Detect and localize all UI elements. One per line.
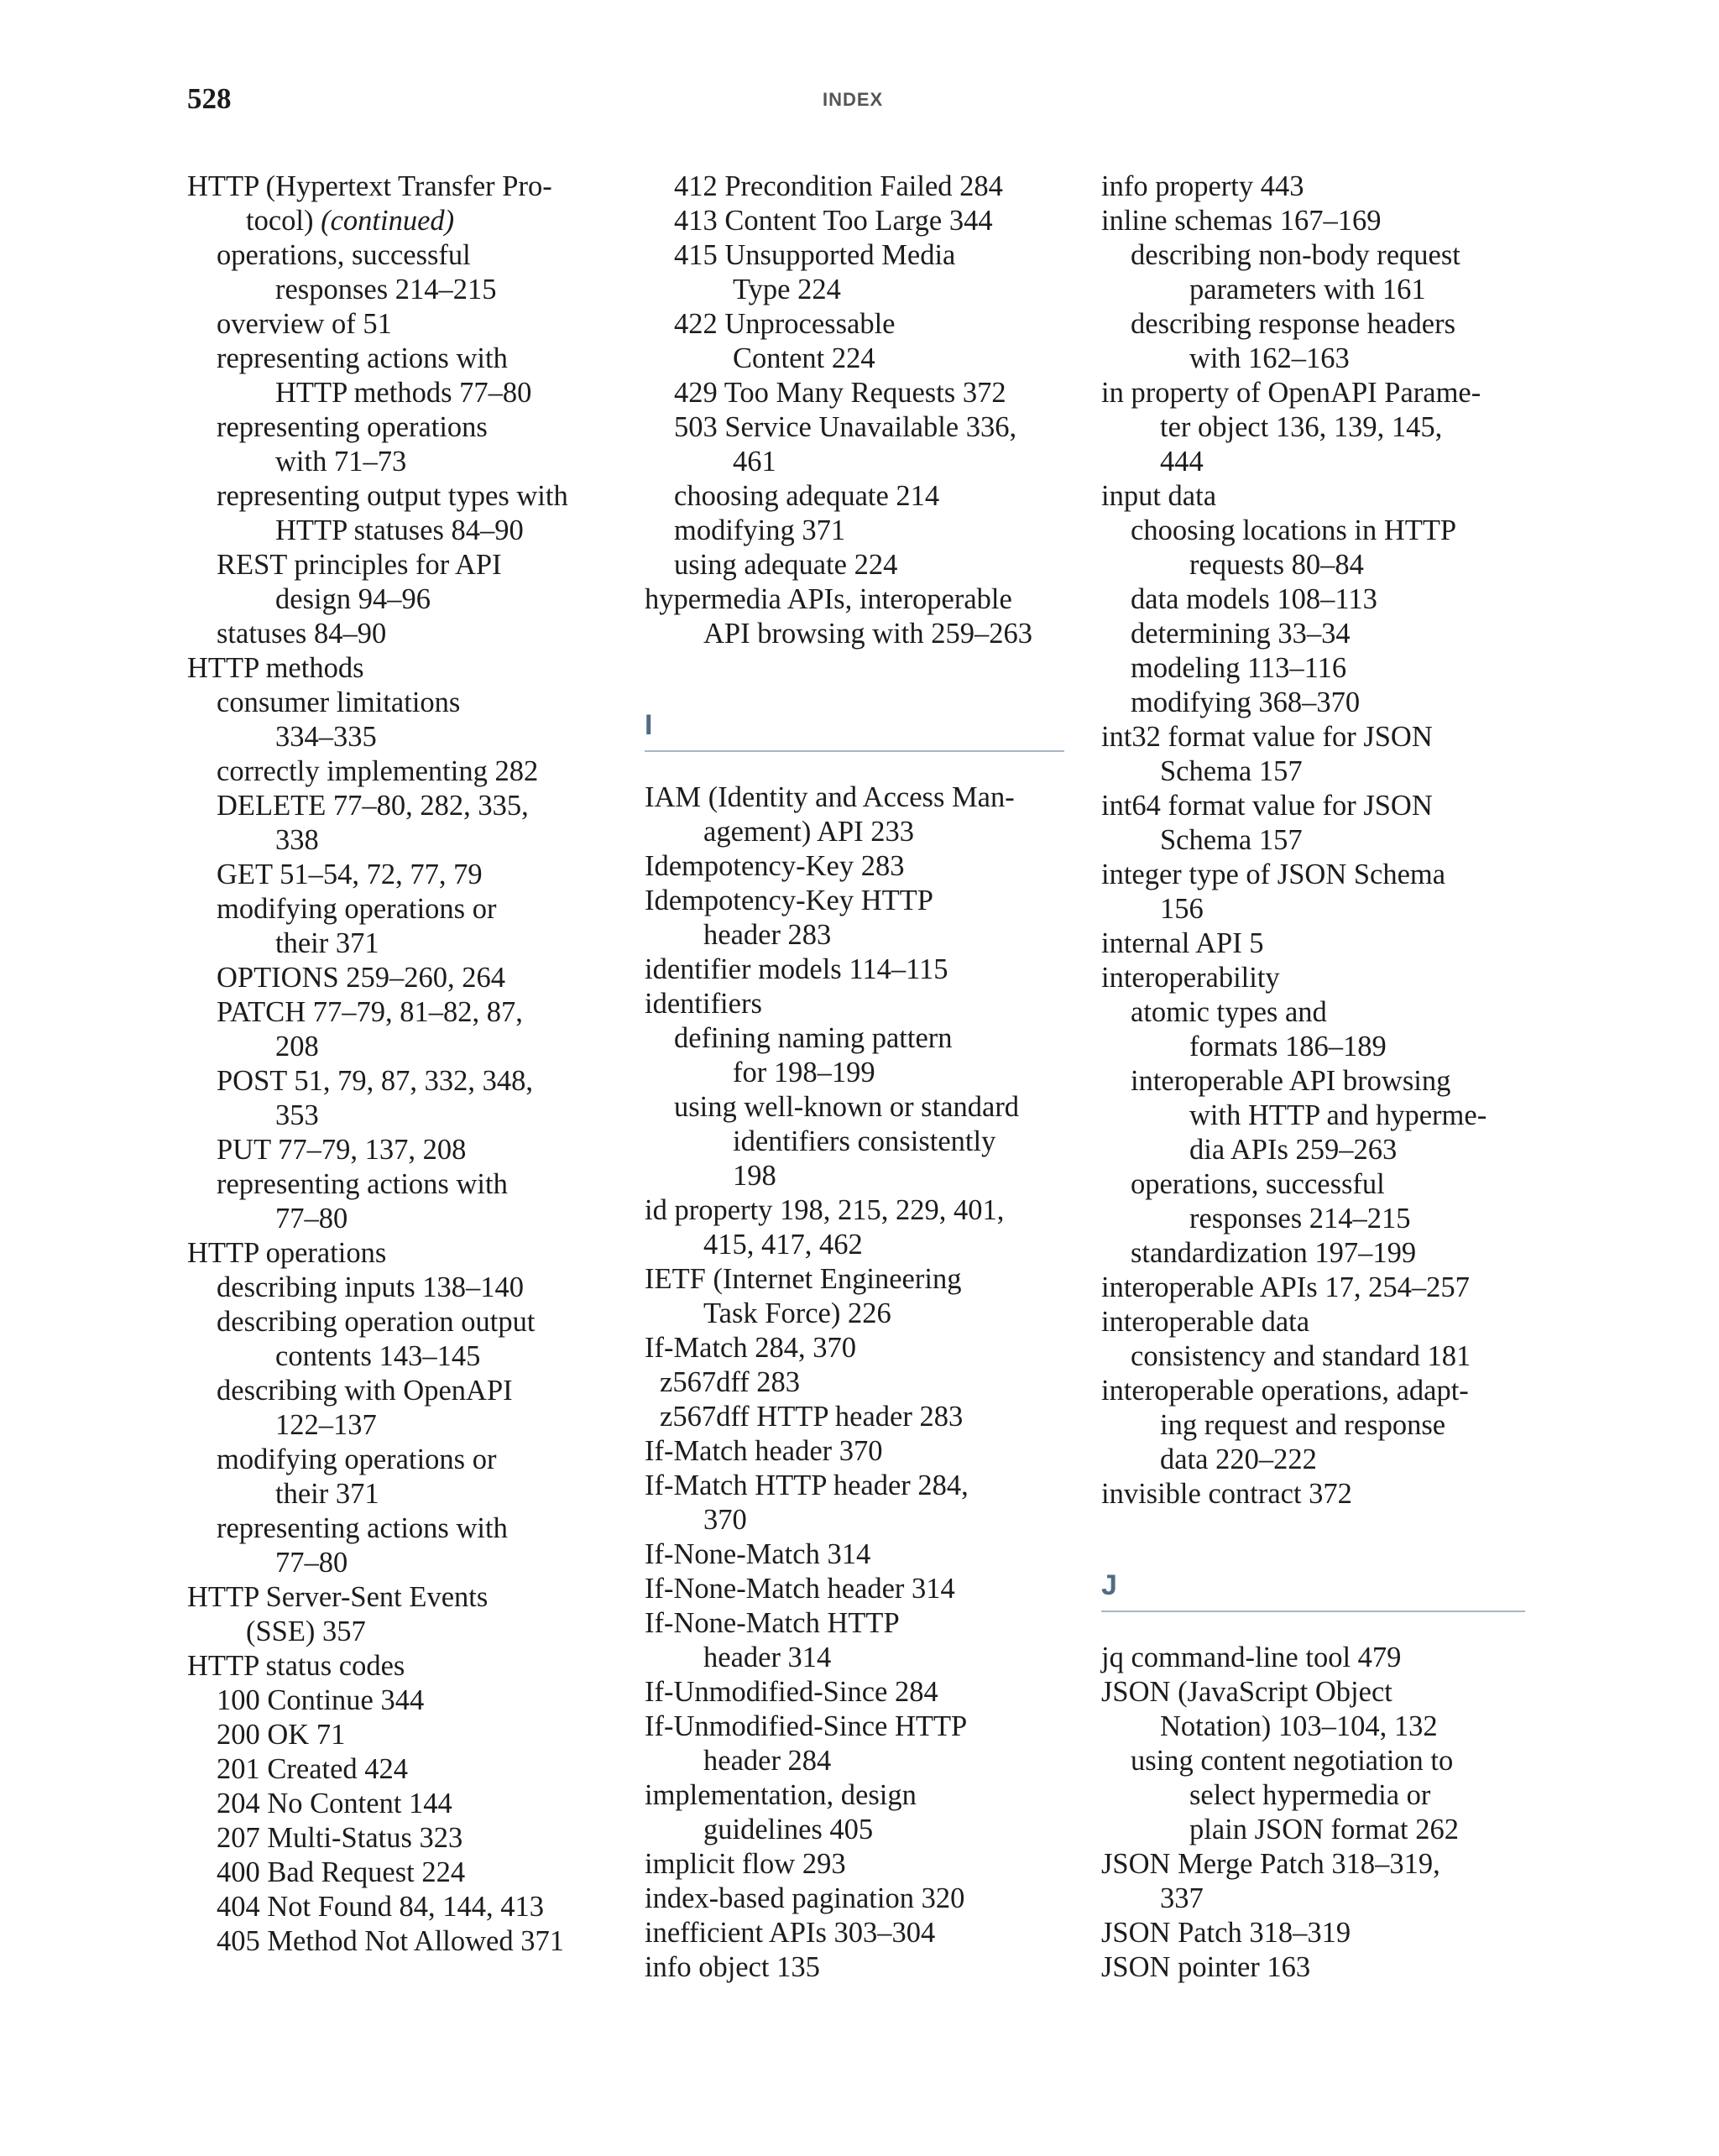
- index-entry-line: 429 Too Many Requests 372: [674, 377, 1006, 409]
- index-entry-line: z567dff 283: [660, 1366, 801, 1398]
- index-subentry: [645, 514, 1064, 548]
- index-entry-line: If-Unmodified-Since 284: [645, 1676, 938, 1708]
- index-subentry: [187, 342, 624, 410]
- index-entry-line: HTTP methods 77–80: [275, 377, 532, 409]
- index-subentry: [187, 961, 624, 995]
- index-entry-line: agement) API 233: [703, 816, 915, 848]
- index-entry-line: OPTIONS 259–260, 264: [217, 962, 506, 994]
- index-entry: [1101, 720, 1538, 789]
- index-entry-line: determining 33–34: [1131, 618, 1351, 650]
- index-entry-line: interoperability: [1101, 962, 1280, 994]
- index-entry-line: 77–80: [275, 1203, 348, 1235]
- index-entry-line: responses 214–215: [275, 274, 497, 305]
- index-entry-line: operations, successful: [217, 239, 471, 271]
- index-entry-line: DELETE 77–80, 282, 335,: [217, 790, 529, 822]
- index-entry-line: describing operation output: [217, 1306, 536, 1338]
- index-entry-line: 422 Unprocessable: [674, 308, 896, 340]
- section-letter-j: J: [1101, 1569, 1117, 1601]
- index-entry-line: 404 Not Found 84, 144, 413: [217, 1891, 545, 1923]
- index-entry-line: 415, 417, 462: [703, 1229, 863, 1261]
- index-subentry: [187, 686, 624, 754]
- index-subentry: [1101, 686, 1538, 720]
- index-entry: [645, 1675, 1064, 1710]
- index-entry-line: (SSE) 357: [246, 1616, 366, 1647]
- index-entry-line: 405 Method Not Allowed 371: [217, 1925, 564, 1957]
- index-subentry: [187, 1511, 624, 1580]
- index-entry-line: HTTP status codes: [187, 1650, 405, 1682]
- index-entry-line: 122–137: [275, 1409, 377, 1441]
- index-entry-line: describing with OpenAPI: [217, 1375, 513, 1407]
- index-entry: [645, 1572, 1064, 1606]
- index-column-3: [1101, 170, 1538, 1985]
- index-entry-line: implicit flow 293: [645, 1848, 846, 1880]
- index-entry-line: z567dff HTTP header 283: [660, 1401, 964, 1433]
- index-entry-line: ter object 136, 139, 145,: [1160, 411, 1443, 443]
- index-entry-line: identifiers: [645, 988, 762, 1020]
- index-subentry: [645, 170, 1064, 204]
- index-entry: [1101, 961, 1538, 995]
- index-entry-line: overview of 51: [217, 308, 392, 340]
- index-entry-line: internal API 5: [1101, 927, 1264, 959]
- section-rule: [645, 750, 1064, 752]
- index-entry-line: HTTP statuses 84–90: [275, 514, 524, 546]
- index-subentry: [187, 995, 624, 1064]
- index-entry-line: POST 51, 79, 87, 332, 348,: [217, 1065, 533, 1097]
- index-entry: [1101, 170, 1538, 204]
- index-entry-line: 444: [1160, 446, 1204, 478]
- index-entry: [645, 1710, 1064, 1778]
- index-entry-line: 201 Created 424: [217, 1753, 409, 1785]
- index-entry-line: parameters with 161: [1189, 274, 1426, 305]
- index-entry-line: int64 format value for JSON: [1101, 790, 1433, 822]
- index-entry-line: their 371: [275, 927, 379, 959]
- index-entry-line: If-Unmodified-Since HTTP: [645, 1710, 968, 1742]
- index-entry-line: HTTP Server-Sent Events: [187, 1581, 489, 1613]
- index-entry-line: If-Match HTTP header 284,: [645, 1470, 969, 1501]
- index-entry-line: identifier models 114–115: [645, 953, 948, 985]
- index-subentry: [187, 479, 624, 548]
- index-entry: [645, 1434, 1064, 1469]
- page-number: 528: [187, 82, 232, 115]
- index-subentry: [187, 548, 624, 617]
- index-entry-line: id property 198, 215, 229, 401,: [645, 1194, 1005, 1226]
- index-entry: [187, 170, 624, 238]
- index-entry: [1101, 858, 1538, 927]
- index-entry: [1101, 1477, 1538, 1511]
- index-subentry: [187, 1856, 624, 1890]
- index-entry-line: 461: [733, 446, 776, 478]
- index-entry-line: 156: [1160, 893, 1204, 925]
- index-entry-line: GET 51–54, 72, 77, 79: [217, 859, 483, 890]
- index-entry-line: atomic types and: [1131, 996, 1327, 1028]
- index-subentry: [1101, 307, 1538, 376]
- index-entry-line: 370: [703, 1504, 747, 1536]
- index-entry-line: Idempotency-Key HTTP: [645, 885, 933, 916]
- index-entry-line: representing operations: [217, 411, 488, 443]
- index-entry-line: guidelines 405: [703, 1814, 874, 1845]
- index-entry: [187, 1649, 624, 1684]
- index-entry-line: 415 Unsupported Media: [674, 239, 956, 271]
- index-subentry: [645, 410, 1064, 479]
- index-entry: [187, 1580, 624, 1649]
- index-subentry: [1101, 514, 1538, 582]
- index-entry-line: JSON Merge Patch 318–319,: [1101, 1848, 1440, 1880]
- index-subentry: [187, 1752, 624, 1787]
- index-entry-line: If-Match header 370: [645, 1435, 883, 1467]
- index-entry: [1101, 927, 1538, 961]
- index-entry-line: If-None-Match HTTP: [645, 1607, 900, 1639]
- index-entry-line: in property of OpenAPI Parame-: [1101, 377, 1481, 409]
- index-entry-line: with 162–163: [1189, 342, 1350, 374]
- index-entry-line: modifying 368–370: [1131, 686, 1361, 718]
- index-entry: [645, 1331, 1064, 1365]
- index-subentry: [645, 1021, 1064, 1090]
- index-entry-line: describing inputs 138–140: [217, 1271, 525, 1303]
- index-entry-line: inline schemas 167–169: [1101, 205, 1382, 237]
- index-entry: [645, 1882, 1064, 1916]
- index-entry-line: with 71–73: [275, 446, 407, 478]
- index-subentry: [645, 1400, 1064, 1434]
- index-entry: [1101, 789, 1538, 858]
- index-entry: [645, 1193, 1064, 1262]
- index-entry-line: with HTTP and hyperme-: [1189, 1099, 1487, 1131]
- index-entry: [1101, 479, 1538, 514]
- section-letter-i: I: [645, 709, 653, 741]
- index-subentry: [187, 1821, 624, 1856]
- index-entry: [645, 1469, 1064, 1537]
- index-entry: [1101, 1641, 1538, 1675]
- index-entry-line: Schema 157: [1160, 824, 1303, 856]
- index-entry: [645, 582, 1064, 651]
- index-entry: [187, 651, 624, 686]
- index-entry-line: HTTP (Hypertext Transfer Pro-: [187, 170, 552, 202]
- index-entry-line: representing actions with: [217, 1168, 508, 1200]
- index-entry-line: Idempotency-Key 283: [645, 850, 905, 882]
- index-entry-line: 200 OK 71: [217, 1719, 346, 1751]
- index-entry-line: modifying operations or: [217, 1443, 497, 1475]
- index-entry-line: input data: [1101, 480, 1217, 512]
- index-subentry: [645, 1365, 1064, 1400]
- index-entry-line: choosing locations in HTTP: [1131, 514, 1457, 546]
- index-entry: [1101, 1374, 1538, 1477]
- index-entry-line: int32 format value for JSON: [1101, 721, 1433, 753]
- index-entry: [1101, 1950, 1538, 1985]
- index-entry-line: dia APIs 259–263: [1189, 1134, 1398, 1166]
- index-entry-line: PUT 77–79, 137, 208: [217, 1134, 467, 1166]
- index-entry-line: 503 Service Unavailable 336,: [674, 411, 1017, 443]
- index-entry-line: 400 Bad Request 224: [217, 1856, 466, 1888]
- index-subentry: [645, 479, 1064, 514]
- index-entry-line: HTTP operations: [187, 1237, 387, 1269]
- index-subentry: [1101, 1064, 1538, 1167]
- index-subentry: [187, 1167, 624, 1236]
- index-entry-line: representing actions with: [217, 342, 508, 374]
- index-entry-line: representing actions with: [217, 1512, 508, 1544]
- index-entry-line: data 220–222: [1160, 1443, 1317, 1475]
- index-entry-line: their 371: [275, 1478, 379, 1510]
- index-subentry: [1101, 995, 1538, 1064]
- index-entry-line: design 94–96: [275, 583, 431, 615]
- index-entry-line: JSON pointer 163: [1101, 1951, 1311, 1983]
- index-entry-line: correctly implementing 282: [217, 755, 539, 787]
- index-subentry: [187, 754, 624, 789]
- index-column-1: [187, 170, 624, 1959]
- index-entry-line: consumer limitations: [217, 686, 461, 718]
- index-entry: [1101, 376, 1538, 479]
- index-column-2: [645, 170, 1064, 1985]
- index-entry-line: API browsing with 259–263: [703, 618, 1032, 650]
- index-entry: [645, 987, 1064, 1021]
- index-entry-line: interoperable data: [1101, 1306, 1310, 1338]
- index-entry-line: Notation) 103–104, 132: [1160, 1710, 1438, 1742]
- index-subentry: [1101, 1744, 1538, 1847]
- index-entry-line: invisible contract 372: [1101, 1478, 1352, 1510]
- index-entry-line: interoperable operations, adapt-: [1101, 1375, 1469, 1407]
- index-subentry: [187, 238, 624, 307]
- index-entry-line: statuses 84–90: [217, 618, 387, 650]
- index-entry-line: Content 224: [733, 342, 875, 374]
- index-entry-line: 208: [275, 1031, 319, 1062]
- index-entry-line: ing request and response: [1160, 1409, 1446, 1441]
- index-entry: [645, 1606, 1064, 1675]
- index-entry-line: Type 224: [733, 274, 841, 305]
- index-entry: [645, 1847, 1064, 1882]
- index-entry-line: Schema 157: [1160, 755, 1303, 787]
- index-entry-line: describing non-body request: [1131, 239, 1460, 271]
- running-head: INDEX: [823, 89, 884, 110]
- index-entry-line: requests 80–84: [1189, 549, 1364, 581]
- index-entry-line: using adequate 224: [674, 549, 898, 581]
- index-subentry: [187, 1374, 624, 1443]
- index-entry-line: 334–335: [275, 721, 377, 753]
- index-subentry: [187, 1890, 624, 1924]
- index-entry-line: If-Match 284, 370: [645, 1332, 856, 1364]
- index-entry-line: info object 135: [645, 1951, 820, 1983]
- index-entry-line: modifying 371: [674, 514, 846, 546]
- continued-note: (continued): [321, 205, 455, 237]
- index-entry-line: tocol) (continued): [246, 205, 455, 237]
- index-entry-line: describing response headers: [1131, 308, 1456, 340]
- index-entry-line: modeling 113–116: [1131, 652, 1347, 684]
- index-entry-line: data models 108–113: [1131, 583, 1377, 615]
- index-entry: [1101, 204, 1538, 238]
- index-entry-line: 207 Multi-Status 323: [217, 1822, 463, 1854]
- index-entry-line: select hypermedia or: [1189, 1779, 1431, 1811]
- index-subentry: [187, 1684, 624, 1718]
- index-subentry: [1101, 651, 1538, 686]
- index-subentry: [645, 548, 1064, 582]
- index-subentry: [187, 1718, 624, 1752]
- index-subentry: [187, 307, 624, 342]
- index-entry-line: If-None-Match 314: [645, 1538, 871, 1570]
- index-entry-line: choosing adequate 214: [674, 480, 940, 512]
- index-subentry: [645, 204, 1064, 238]
- index-entry-line: header 283: [703, 919, 832, 951]
- index-entry-line: modifying operations or: [217, 893, 497, 925]
- index-subentry: [1101, 1167, 1538, 1236]
- index-entry-line: responses 214–215: [1189, 1203, 1411, 1235]
- index-entry-line: IAM (Identity and Access Man-: [645, 781, 1015, 813]
- index-entry-line: 198: [733, 1160, 776, 1192]
- index-subentry: [645, 238, 1064, 307]
- index-subentry: [187, 617, 624, 651]
- index-entry-line: plain JSON format 262: [1189, 1814, 1460, 1845]
- index-subentry: [187, 1443, 624, 1511]
- index-entry-line: Task Force) 226: [703, 1297, 891, 1329]
- index-entry-line: If-None-Match header 314: [645, 1573, 955, 1605]
- index-entry-line: jq command-line tool 479: [1101, 1642, 1402, 1673]
- index-subentry: [645, 307, 1064, 376]
- index-entry-line: 204 No Content 144: [217, 1788, 452, 1819]
- index-entry-line: 338: [275, 824, 319, 856]
- index-entry-line: hypermedia APIs, interoperable: [645, 583, 1012, 615]
- index-entry: [645, 1262, 1064, 1331]
- index-entry-line: interoperable APIs 17, 254–257: [1101, 1271, 1470, 1303]
- index-entry-line: JSON (JavaScript Object: [1101, 1676, 1392, 1708]
- index-entry-line: integer type of JSON Schema: [1101, 859, 1446, 890]
- index-entry: [645, 953, 1064, 987]
- index-entry: [1101, 1916, 1538, 1950]
- index-entry-line: 100 Continue 344: [217, 1684, 425, 1716]
- index-entry-line: using well-known or standard: [674, 1091, 1020, 1123]
- index-entry: [1101, 1305, 1538, 1339]
- index-entry-line: standardization 197–199: [1131, 1237, 1417, 1269]
- index-entry-line: header 284: [703, 1745, 832, 1777]
- index-entry-line: representing output types with: [217, 480, 568, 512]
- index-subentry: [187, 1133, 624, 1167]
- index-entry-line: defining naming pattern: [674, 1022, 953, 1054]
- index-entry-line: contents 143–145: [275, 1340, 481, 1372]
- index-entry-line: info property 443: [1101, 170, 1304, 202]
- index-entry-line: implementation, design: [645, 1779, 917, 1811]
- index-subentry: [187, 1924, 624, 1959]
- index-entry-line: IETF (Internet Engineering: [645, 1263, 962, 1295]
- index-entry-line: inefficient APIs 303–304: [645, 1917, 936, 1949]
- index-entry-line: 412 Precondition Failed 284: [674, 170, 1003, 202]
- index-entry: [1101, 1675, 1538, 1744]
- index-entry-line: 353: [275, 1099, 319, 1131]
- index-entry: [645, 849, 1064, 884]
- index-entry: [1101, 1847, 1538, 1916]
- index-subentry: [187, 1305, 624, 1374]
- index-entry-line: using content negotiation to: [1131, 1745, 1454, 1777]
- index-entry-line: 413 Content Too Large 344: [674, 205, 993, 237]
- index-subentry: [187, 858, 624, 892]
- index-entry-line: operations, successful: [1131, 1168, 1385, 1200]
- index-entry-line: 77–80: [275, 1547, 348, 1579]
- index-entry: [645, 884, 1064, 953]
- index-entry: [645, 780, 1064, 849]
- index-entry-line: for 198–199: [733, 1057, 875, 1088]
- index-entry-line: 337: [1160, 1882, 1204, 1914]
- index-subentry: [1101, 1339, 1538, 1374]
- index-subentry: [187, 1787, 624, 1821]
- index-subentry: [645, 376, 1064, 410]
- index-subentry: [187, 1271, 624, 1305]
- index-entry-line: JSON Patch 318–319: [1101, 1917, 1351, 1949]
- index-subentry: [645, 1090, 1064, 1193]
- index-subentry: [1101, 582, 1538, 617]
- index-entry: [645, 1778, 1064, 1847]
- index-subentry: [1101, 617, 1538, 651]
- index-entry-line: interoperable API browsing: [1131, 1065, 1451, 1097]
- index-entry-line: HTTP methods: [187, 652, 364, 684]
- index-entry: [645, 1950, 1064, 1985]
- index-entry: [645, 1916, 1064, 1950]
- index-subentry: [1101, 238, 1538, 307]
- index-entry: [1101, 1271, 1538, 1305]
- index-entry-line: PATCH 77–79, 81–82, 87,: [217, 996, 523, 1028]
- index-subentry: [187, 789, 624, 858]
- index-entry-line: consistency and standard 181: [1131, 1340, 1471, 1372]
- index-entry: [187, 1236, 624, 1271]
- index-subentry: [1101, 1236, 1538, 1271]
- section-rule: [1101, 1610, 1525, 1612]
- index-entry-line: identifiers consistently: [733, 1125, 996, 1157]
- index-entry-line: header 314: [703, 1642, 832, 1673]
- index-subentry: [187, 892, 624, 961]
- index-entry: [645, 1537, 1064, 1572]
- index-entry-line: REST principles for API: [217, 549, 502, 581]
- index-subentry: [187, 410, 624, 479]
- index-entry-line: index-based pagination 320: [645, 1882, 965, 1914]
- index-subentry: [187, 1064, 624, 1133]
- index-entry-line: formats 186–189: [1189, 1031, 1387, 1062]
